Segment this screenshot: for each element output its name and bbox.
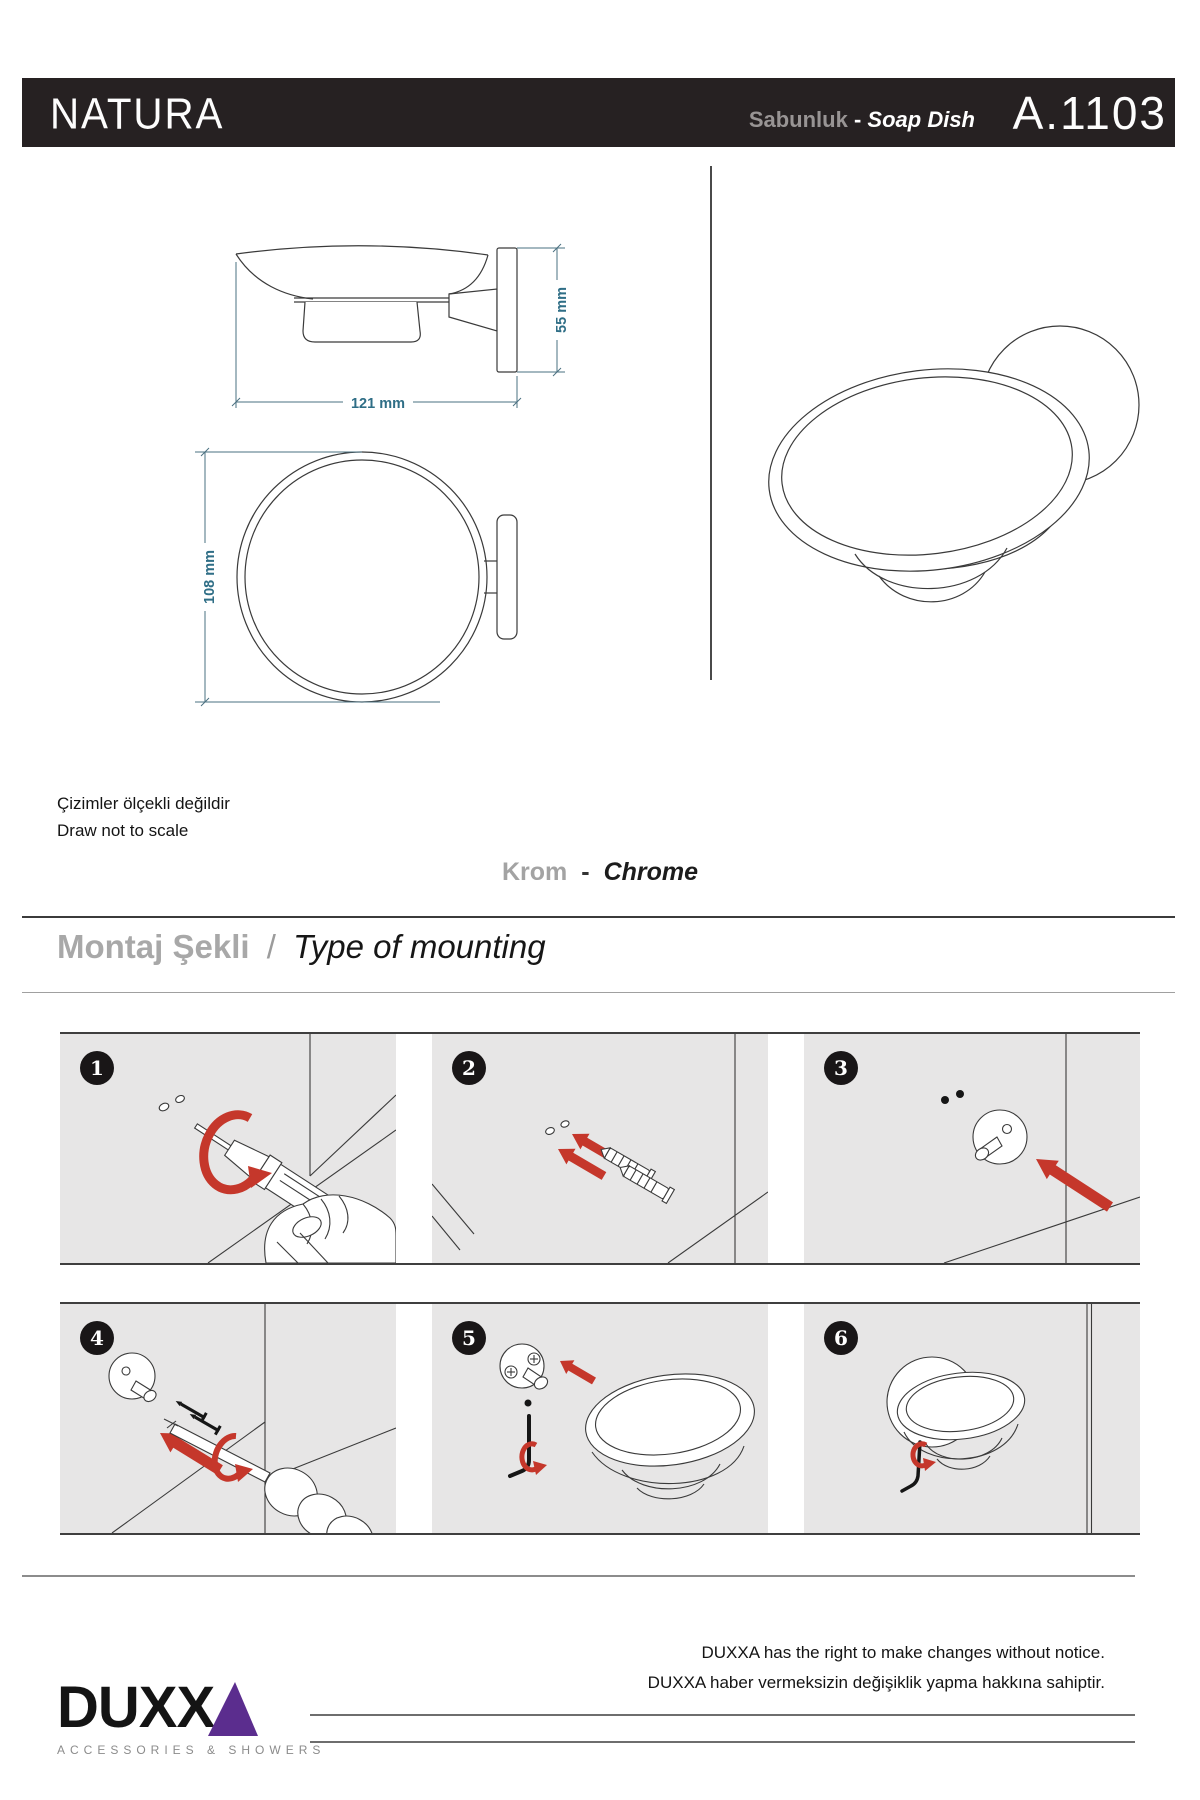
dimension-label-height: 55 mm <box>553 287 570 333</box>
product-name <box>749 107 975 133</box>
dish-outline <box>237 452 487 702</box>
bottom-rule-1 <box>310 1714 1135 1716</box>
dimension-label-width: 121 mm <box>350 396 406 412</box>
red-arrow-icon <box>560 1360 596 1384</box>
finish-en: Chrome <box>603 858 699 886</box>
scale-note <box>57 790 230 844</box>
mounting-heading-tr: Montaj Şekli <box>57 928 250 965</box>
notice-en: DUXXA has the right to make changes without notice. <box>701 1643 1105 1662</box>
product-name-separator: - <box>853 107 862 132</box>
front-view-drawing <box>150 430 570 720</box>
section-rule-top <box>22 916 1175 918</box>
logo-text: DUXX <box>57 1675 215 1740</box>
red-arrow-icon <box>1036 1159 1113 1212</box>
dimension-label-diameter: 108 mm <box>201 549 218 605</box>
scale-note-en: Draw not to scale <box>57 821 189 840</box>
rotation-arrow-head <box>533 1461 547 1475</box>
rotation-arrow-head <box>923 1458 936 1471</box>
mounting-row-1 <box>60 1032 1140 1265</box>
bottom-rule-2 <box>310 1741 1135 1743</box>
mounting-heading-en: Type of mounting <box>293 928 546 965</box>
mounting-step-3-panel <box>804 1034 1140 1263</box>
dish-rim <box>236 246 488 255</box>
product-code: A.1103 <box>1012 87 1167 139</box>
mounting-step-6-panel <box>804 1304 1140 1533</box>
scale-note-tr: Çizimler ölçekli değildir <box>57 794 230 813</box>
wall-plate <box>497 248 517 372</box>
mounting-row-2 <box>60 1302 1140 1535</box>
footer-notice <box>648 1638 1105 1698</box>
collection-title: NATURA <box>50 89 225 138</box>
header-bar <box>22 78 1175 147</box>
mounting-step-5-panel <box>432 1304 768 1533</box>
perspective-view-drawing <box>755 318 1155 650</box>
mounting-step-1-panel <box>60 1034 396 1263</box>
finish-label <box>0 858 1200 887</box>
footer-rule <box>22 1575 1135 1577</box>
logo-tagline: ACCESSORIES & SHOWERS <box>57 1743 326 1757</box>
logo-triangle-icon <box>202 1682 258 1736</box>
company-logo <box>57 1675 326 1757</box>
step-6-badge: 6 <box>824 1321 858 1355</box>
step-1-badge: 1 <box>80 1051 114 1085</box>
side-view-drawing <box>155 190 625 425</box>
mounting-step-4-panel <box>60 1304 396 1533</box>
mount-arm <box>449 289 497 331</box>
finish-tr: Krom <box>501 858 568 886</box>
step-5-badge: 5 <box>452 1321 486 1355</box>
screwdriver <box>164 1419 381 1533</box>
step-2-badge: 2 <box>452 1051 486 1085</box>
mounting-heading <box>57 928 546 966</box>
dish-foot <box>303 302 420 342</box>
mounting-heading-separator: / <box>266 928 276 965</box>
drawing-divider <box>710 166 712 680</box>
dish-underside <box>236 254 313 299</box>
step-3-badge: 3 <box>824 1051 858 1085</box>
wall-plate-edge <box>497 515 517 639</box>
section-rule-thin <box>22 992 1175 993</box>
mounting-step-2-panel <box>432 1034 768 1263</box>
product-name-tr: Sabunluk <box>748 107 848 132</box>
logo-wordmark <box>57 1675 325 1740</box>
finish-separator: - <box>581 858 590 886</box>
hand <box>265 1195 396 1263</box>
notice-tr: DUXXA haber vermeksizin değişiklik yapma hakkına sahiptir. <box>647 1673 1105 1692</box>
step-4-badge: 4 <box>80 1321 114 1355</box>
product-name-en: Soap Dish <box>867 107 975 132</box>
